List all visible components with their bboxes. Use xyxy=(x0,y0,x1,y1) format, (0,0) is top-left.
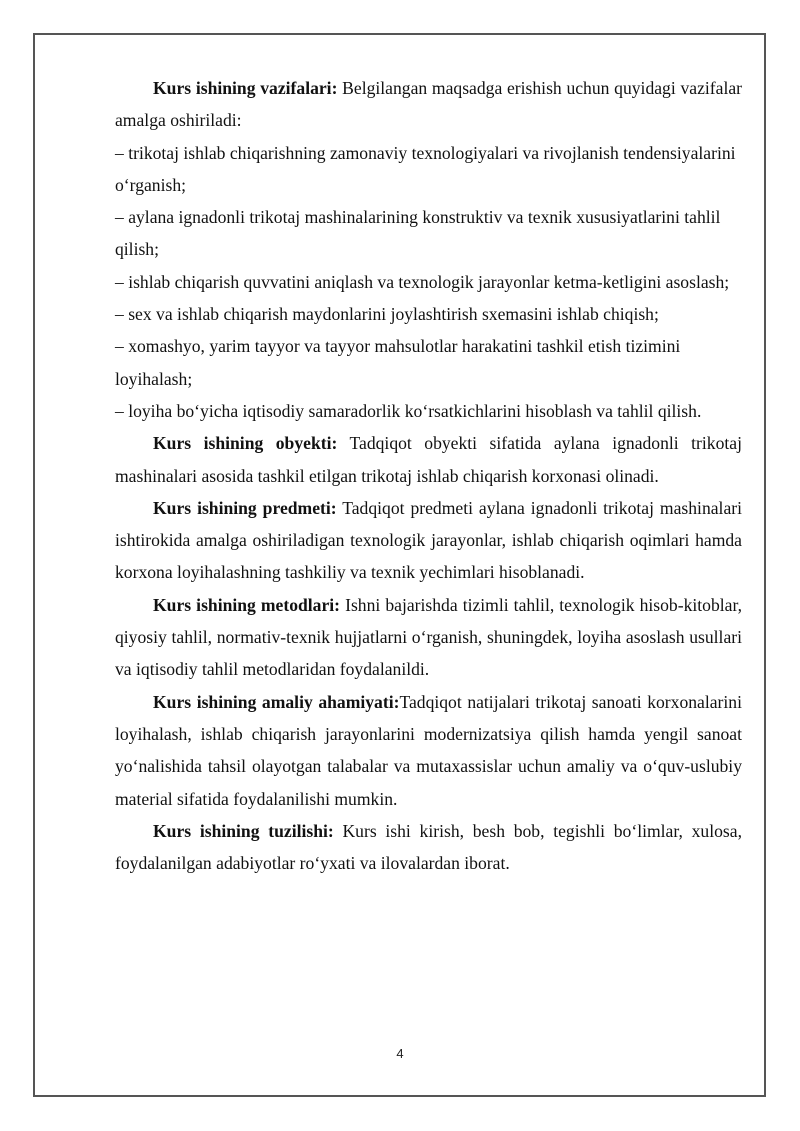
structure-heading: Kurs ishining tuzilishi: xyxy=(153,820,334,841)
significance-text: Tadqiqot natijalari trikotaj sanoati korxonalarini loyihalash, ishlab chiqarish jarayonlarini modernizatsiya qilish hamda yengil sanoat yo‘nalishida tahsil olayotgan talabalar va mutaxassislar uchun amaliy va o‘quv-uslubiy material sifatida foydalanilishi mumkin. xyxy=(115,691,742,809)
task-item: – aylana ignadonli trikotaj mashinalarining konstruktiv va texnik xususiyatlarini tahlil qilish; xyxy=(115,207,721,260)
object-text: Tadqiqot obyekti sifatida aylana ignadonli trikotaj mashinalari asosida tashkil etilgan trikotaj ishlab chiqarish korxonasi olinadi. xyxy=(115,433,742,486)
tasks-intro-paragraph xyxy=(115,72,742,137)
subject-paragraph xyxy=(115,492,742,589)
task-item: – ishlab chiqarish quvvatini aniqlash va texnologik jarayonlar ketma-ketligini asoslash; xyxy=(115,271,730,292)
structure-text: Kurs ishi kirish, besh bob, tegishli bo‘limlar, xulosa, foydalanilgan adabiyotlar ro‘yxati va ilovalardan iborat. xyxy=(115,820,742,874)
structure-paragraph xyxy=(115,815,742,880)
task-item: – trikotaj ishlab chiqarishning zamonaviy texnologiyalari va rivojlanish tendensiyalarini o‘rganish; xyxy=(115,142,736,195)
methods-paragraph xyxy=(115,589,742,686)
tasks-intro-text: Belgilangan maqsadga erishish uchun quyidagi vazifalar amalga oshiriladi: xyxy=(115,78,742,131)
subject-text: Tadqiqot predmeti aylana ignadonli trikotaj mashinalari ishtirokida amalga oshiriladigan texnologik jarayonlar, ishlab chiqarish oqimlari hamda korxona loyihalashning tashkiliy va texnik yechimlari hisoblanadi. xyxy=(115,497,742,583)
significance-heading: Kurs ishining amaliy ahamiyati: xyxy=(153,691,400,712)
task-item: – sex va ishlab chiqarish maydonlarini joylashtirish sxemasini ishlab chiqish; xyxy=(115,304,659,325)
methods-heading: Kurs ishining metodlari: xyxy=(153,594,341,615)
tasks-heading: Kurs ishining vazifalari: xyxy=(153,78,338,98)
task-item: – xomashyo, yarim tayyor va tayyor mahsulotlar harakatini tashkil etish tizimini loyihalash; xyxy=(115,336,681,389)
methods-text: Ishni bajarishda tizimli tahlil, texnologik hisob-kitoblar, qiyosiy tahlil, normativ-texnik hujjatlarni o‘rganish, shuningdek, loyiha asoslash usullari va iqtisodiy tahlil metodlaridan foydalanildi. xyxy=(115,594,742,680)
significance-paragraph xyxy=(115,686,742,815)
page-number: 4 xyxy=(396,1046,404,1061)
subject-heading: Kurs ishining predmeti: xyxy=(153,497,337,518)
task-item: – loyiha bo‘yicha iqtisodiy samaradorlik ko‘rsatkichlarini hisoblash va tahlil qilish. xyxy=(115,400,702,421)
object-heading: Kurs ishining obyekti: xyxy=(153,433,338,454)
document-body xyxy=(115,72,742,879)
object-paragraph xyxy=(115,427,742,492)
